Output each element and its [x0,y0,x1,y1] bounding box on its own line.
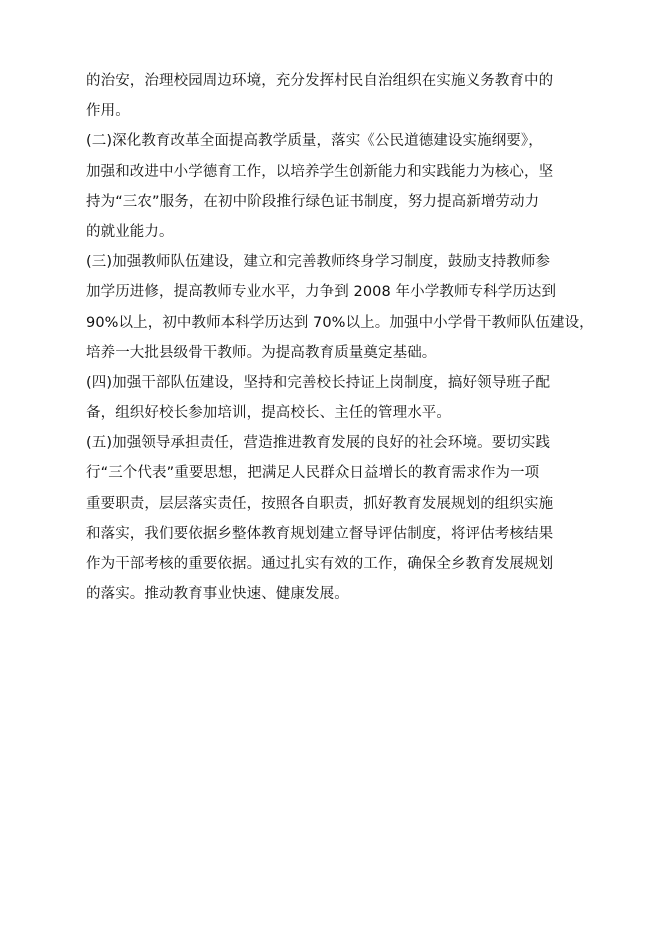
text-line: 的落实。推动教育事业快速、健康发展。 [86,586,349,603]
text-line: 作用。 [86,103,130,120]
section-heading-line: (二)深化教育改革全面提高教学质量，落实《公民道德建设实施纲要》， [86,133,543,150]
text-line: 作为干部考核的重要依据。通过扎实有效的工作，确保全乡教育发展规划 [86,556,554,572]
text-line: 加强和改进中小学德育工作，以培养学生创新能力和实践能力为核心，坚 [86,163,554,180]
document-body [86,66,594,609]
text-line: 培养一大批县级骨干教师。为提高教育质量奠定基础。 [86,344,437,361]
text-line: 和落实，我们要依据乡整体教育规划建立督导评估制度，将评估考核结果 [86,525,554,542]
section-heading-line: (三)加强教师队伍建设，建立和完善教师终身学习制度，鼓励支持教师参 [86,254,551,271]
text-line: 持为“三农”服务，在初中阶段推行绿色证书制度，努力提高新增劳动力 [86,193,540,210]
text-line: 备，组织好校长参加培训，提高校长、主任的管理水平。 [86,405,451,422]
section-heading-line: (五)加强领导承担责任，营造推进教育发展的良好的社会环境。要切实践 [86,435,551,452]
text-line: 加学历进修，提高教师专业水平，力争到 2008 年小学教师专科学历达到 [86,284,557,301]
section-heading-line: (四)加强干部队伍建设，坚持和完善校长持证上岗制度，搞好领导班子配 [86,374,551,391]
text-line: 行“三个代表”重要思想，把满足人民群众日益增长的教育需求作为一项 [86,465,540,482]
text-line: 重要职责，层层落实责任，按照各自职责，抓好教育发展规划的组织实施 [86,495,554,512]
text-line: 的就业能力。 [86,223,174,240]
text-line: 90%以上，初中教师本科学历达到 70%以上。加强中小学骨干教师队伍建设， [86,314,594,331]
text-line: 的治安，治理校园周边环境，充分发挥村民自治组织在实施义务教育中的 [86,73,554,89]
